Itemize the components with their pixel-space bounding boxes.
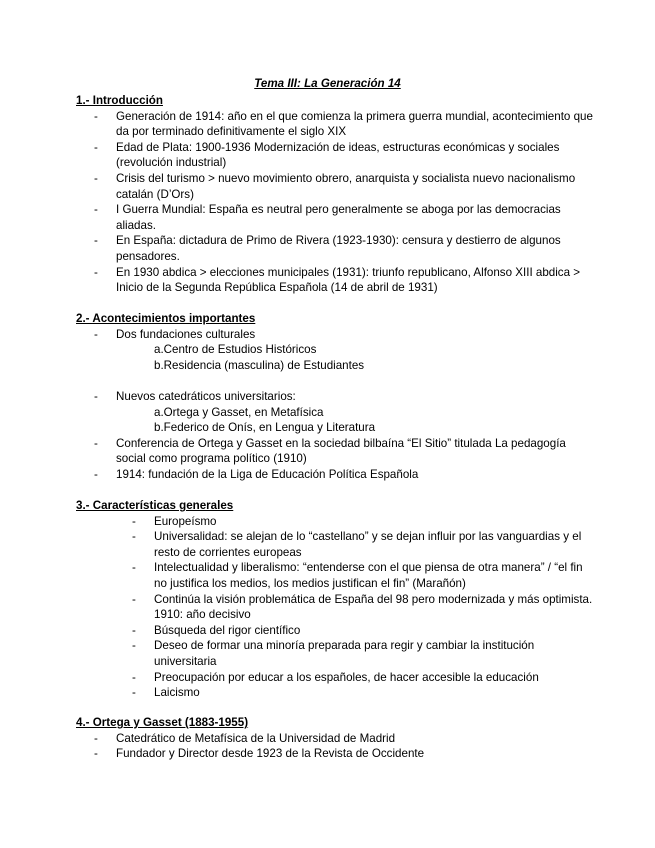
section-acontecimientos	[76, 311, 596, 483]
list-item	[76, 592, 596, 623]
dash-bullet: -	[94, 234, 98, 248]
bullet-list	[76, 436, 596, 483]
list-item-text: Búsqueda del rigor científico	[154, 623, 301, 637]
list-item	[76, 514, 596, 530]
list-item	[76, 109, 596, 140]
dash-bullet: -	[94, 731, 98, 745]
sub-item: a.Centro de Estudios Históricos	[154, 343, 317, 357]
dash-bullet: -	[94, 436, 98, 450]
dash-bullet: -	[94, 327, 98, 341]
dash-bullet: -	[132, 623, 136, 637]
list-item	[76, 670, 596, 686]
section-caracteristicas	[76, 498, 596, 701]
bullet-list	[76, 109, 596, 296]
list-item	[76, 746, 596, 762]
list-item-text: Crisis del turismo > nuevo movimiento obrero, anarquista y socialista nuevo nacionalismo catalán (D’Ors)	[116, 171, 576, 201]
dash-bullet: -	[132, 670, 136, 684]
sub-item: b.Residencia (masculina) de Estudiantes	[154, 358, 365, 372]
list-item-text: Catedrático de Metafísica de la Universidad de Madrid	[116, 731, 396, 745]
list-item-text: Edad de Plata: 1900-1936 Modernización de ideas, estructuras económicas y sociales (revolución industrial)	[116, 140, 560, 170]
dash-bullet: -	[94, 467, 98, 481]
section-heading: 1.- Introducción	[76, 94, 163, 107]
list-item	[76, 327, 596, 343]
list-item	[76, 171, 596, 202]
list-item-text: En España: dictadura de Primo de Rivera (1923-1930): censura y destierro de algunos pensadores.	[116, 234, 561, 263]
list-item	[76, 685, 596, 701]
bullet-list	[76, 514, 596, 701]
list-item	[76, 265, 596, 296]
sub-item: a.Ortega y Gasset, en Metafísica	[154, 405, 324, 419]
list-item-text: I Guerra Mundial: España es neutral pero generalmente se aboga por las democracias aliadas.	[116, 203, 561, 232]
list-item-text: Intelectualidad y liberalismo: “entenderse con el que piensa de otra manera” / “el fin no justifica los medios, los medios justifican el fin” (Marañón)	[154, 561, 583, 590]
dash-bullet: -	[132, 639, 136, 653]
list-item	[76, 140, 596, 171]
list-item-text: Laicismo	[154, 686, 200, 700]
dash-bullet: -	[132, 686, 136, 700]
list-item-text: Europeísmo	[154, 514, 217, 528]
dash-bullet: -	[94, 265, 98, 279]
sub-item: b.Federico de Onís, en Lengua y Literatura	[154, 421, 376, 435]
dash-bullet: -	[94, 747, 98, 761]
dash-bullet: -	[94, 140, 98, 154]
list-item-text: Universalidad: se alejan de lo “castellano” y se dejan influir por las vanguardias y el resto de corrientes europeas	[154, 530, 582, 559]
list-item-text: Fundador y Director desde 1923 de la Revista de Occidente	[116, 747, 425, 761]
list-item-text: Generación de 1914: año en el que comienza la primera guerra mundial, acontecimiento que da por terminado definitivamente el siglo XIX	[116, 109, 593, 139]
section-heading: 2.- Acontecimientos importantes	[76, 312, 256, 325]
list-item	[76, 467, 596, 483]
dash-bullet: -	[132, 530, 136, 544]
document-title: Tema III: La Generación 14	[254, 77, 401, 90]
bullet-list	[76, 327, 596, 343]
list-item-text: Dos fundaciones culturales	[116, 327, 256, 341]
list-item-text: Deseo de formar una minoría preparada para regir y cambiar la institución universitaria	[154, 639, 535, 668]
dash-bullet: -	[132, 592, 136, 606]
list-item	[76, 623, 596, 639]
bullet-list	[76, 389, 596, 405]
dash-bullet: -	[94, 171, 98, 185]
dash-bullet: -	[94, 109, 98, 123]
list-item	[76, 529, 596, 560]
section-heading: 4.- Ortega y Gasset (1883-1955)	[76, 716, 249, 729]
section-introduccion	[76, 93, 596, 296]
list-item-text: En 1930 abdica > elecciones municipales (1931): triunfo republicano, Alfonso XIII abdica > Inicio de la Segunda República Española (14 de abril de 1931)	[116, 265, 581, 295]
list-item	[76, 560, 596, 591]
list-item-text: 1914: fundación de la Liga de Educación Política Española	[116, 467, 419, 481]
list-item	[76, 638, 596, 669]
section-ortega	[76, 715, 596, 762]
dash-bullet: -	[94, 389, 98, 403]
list-item	[76, 233, 596, 264]
dash-bullet: -	[94, 203, 98, 217]
list-item	[76, 389, 596, 405]
dash-bullet: -	[132, 561, 136, 575]
section-heading: 3.- Características generales	[76, 499, 234, 512]
list-item-text: Continúa la visión problemática de España del 98 pero modernizada y más optimista. 1910: año decisivo	[154, 592, 593, 622]
spacer	[76, 373, 596, 389]
bullet-list	[76, 731, 596, 762]
list-item	[76, 731, 596, 747]
list-item-text: Nuevos catedráticos universitarios:	[116, 389, 296, 403]
list-item-text: Preocupación por educar a los españoles, de hacer accesible la educación	[154, 670, 539, 684]
dash-bullet: -	[132, 514, 136, 528]
list-item	[76, 202, 596, 233]
list-item	[76, 436, 596, 467]
list-item-text: Conferencia de Ortega y Gasset en la sociedad bilbaína “El Sitio” titulada La pedagogía social como programa político (1910)	[116, 436, 566, 466]
